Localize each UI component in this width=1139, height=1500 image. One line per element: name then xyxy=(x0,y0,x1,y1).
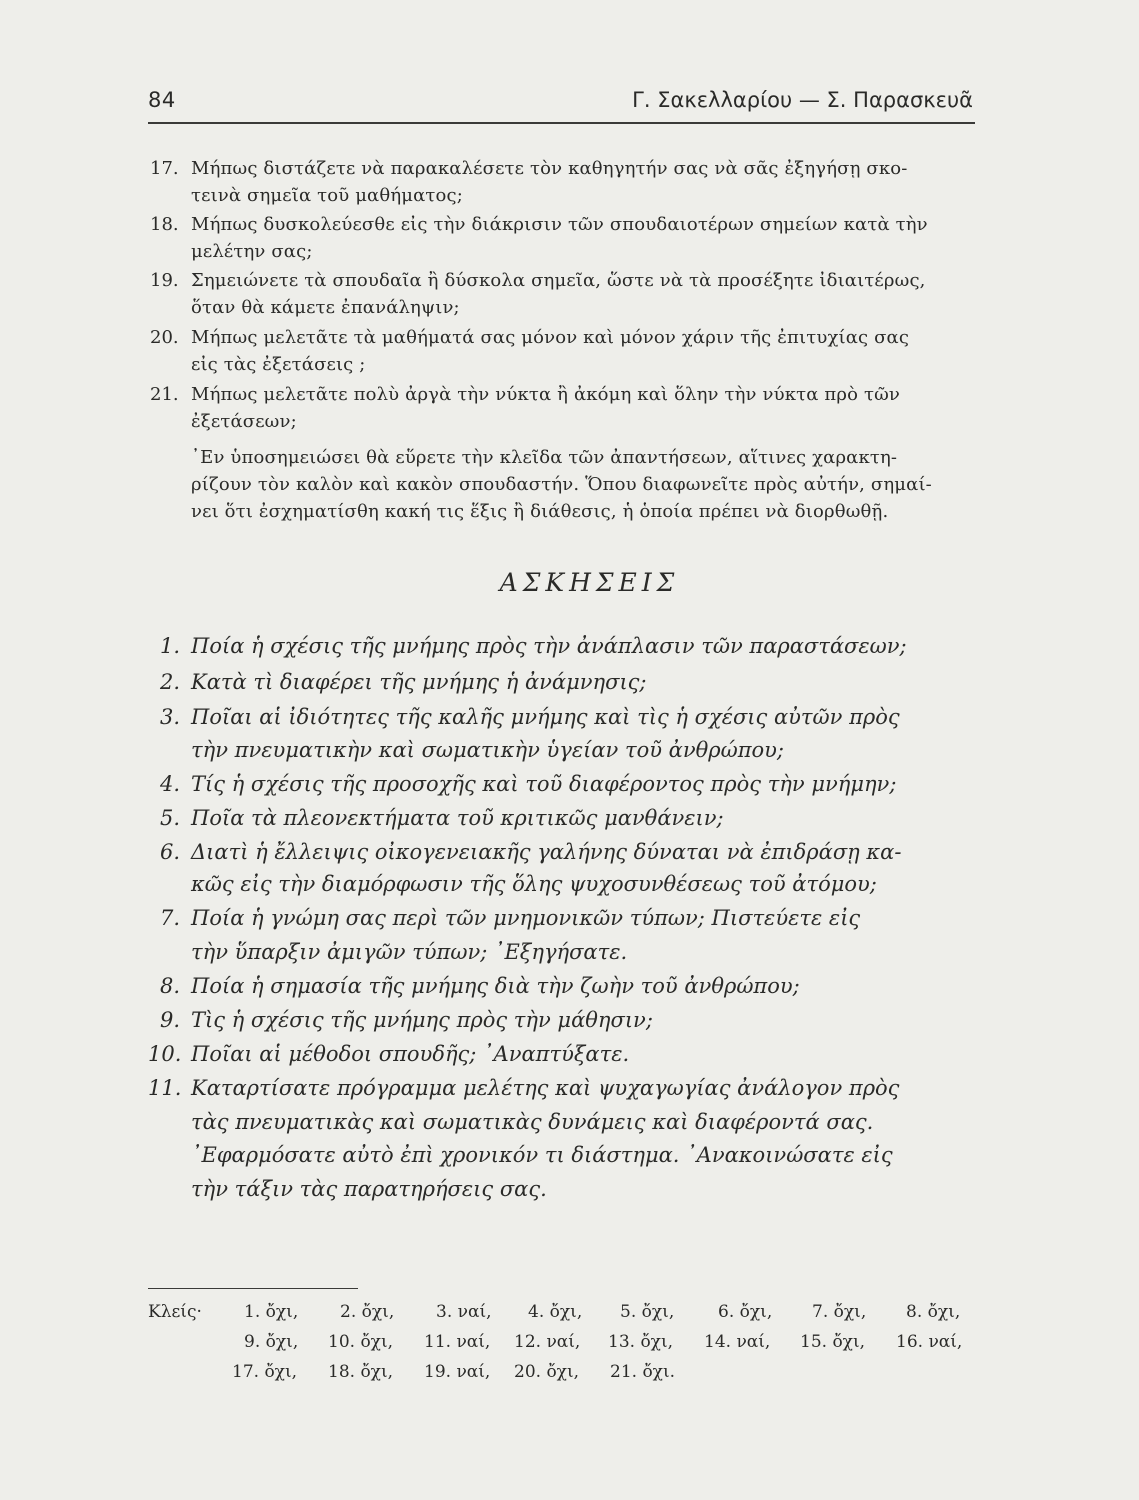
paragraph-line: ᾿Εν ὑποσημειώσει θὰ εὕρετε τὴν κλεῖδα τῶν ἀπαντήσεων, αἵτινες χαρακτη- xyxy=(191,447,898,468)
header-rule xyxy=(148,122,975,124)
question-number: 21. xyxy=(150,384,179,405)
footnote-rule xyxy=(148,1288,358,1289)
exercise-line: ᾿Εφαρμόσατε αὐτὸ ἐπὶ χρονικόν τι διάστημα. ᾿Ανακοινώσατε εἰς xyxy=(191,1143,893,1167)
paragraph-line: νει ὅτι ἐσχηματίσθη κακή τις ἕξις ἢ διάθεσις, ἡ ὁποία πρέπει νὰ διορθωθῇ. xyxy=(191,501,889,522)
answer-key-item: 13. ὄχι, xyxy=(608,1332,674,1352)
answer-key-label: Κλείς· xyxy=(148,1302,202,1322)
question-line: Σημειώνετε τὰ σπουδαῖα ἢ δύσκολα σημεῖα, ὥστε νὰ τὰ προσέξητε ἰδιαιτέρως, xyxy=(191,270,926,291)
answer-key-item: 1. ὄχι, xyxy=(244,1302,299,1322)
question-line: Μήπως μελετᾶτε πολὺ ἀργὰ τὴν νύκτα ἢ ἀκόμη καὶ ὅλην τὴν νύκτα πρὸ τῶν xyxy=(191,384,900,405)
exercise-number: 8. xyxy=(160,974,181,998)
answer-key-item: 11. ναί, xyxy=(424,1332,491,1352)
question-line: μελέτην σας; xyxy=(191,241,313,262)
answer-key-item: 14. ναί, xyxy=(704,1332,771,1352)
exercises-heading: ΑΣΚΗΣΕΙΣ xyxy=(499,568,680,597)
exercise-number: 7. xyxy=(160,906,181,930)
exercise-line: τὴν ὕπαρξιν ἀμιγῶν τύπων; ᾿Εξηγήσατε. xyxy=(191,940,628,964)
exercise-line: Ποία ἡ σημασία τῆς μνήμης διὰ τὴν ζωὴν τοῦ ἀνθρώπου; xyxy=(191,974,800,998)
exercise-line: Ποία ἡ γνώμη σας περὶ τῶν μνημονικῶν τύπων; Πιστεύετε εἰς xyxy=(191,906,861,930)
question-line: ὅταν θὰ κάμετε ἐπανάληψιν; xyxy=(191,297,460,318)
question-number: 18. xyxy=(150,214,179,235)
running-title: Γ. Σακελλαρίου — Σ. Παρασκευᾶ xyxy=(632,88,973,112)
answer-key-item: 10. ὄχι, xyxy=(328,1332,394,1352)
exercise-line: Ποία ἡ σχέσις τῆς μνήμης πρὸς τὴν ἀνάπλασιν τῶν παραστάσεων; xyxy=(191,634,907,658)
question-line: Μήπως διστάζετε νὰ παρακαλέσετε τὸν καθηγητήν σας νὰ σᾶς ἐξηγήσῃ σκο- xyxy=(191,158,908,179)
exercise-number: 11. xyxy=(148,1076,182,1100)
question-line: τεινὰ σημεῖα τοῦ μαθήματος; xyxy=(191,185,463,206)
exercise-line: Κατὰ τὶ διαφέρει τῆς μνήμης ἡ ἀνάμνησις; xyxy=(191,670,647,694)
answer-key-item: 8. ὄχι, xyxy=(906,1302,961,1322)
exercise-line: Ποῖαι αἱ μέθοδοι σπουδῆς; ᾿Αναπτύξατε. xyxy=(191,1042,630,1066)
question-number: 17. xyxy=(150,158,179,179)
answer-key-item: 7. ὄχι, xyxy=(812,1302,867,1322)
question-number: 20. xyxy=(150,327,179,348)
answer-key-item: 6. ὄχι, xyxy=(718,1302,773,1322)
exercise-number: 1. xyxy=(160,634,181,658)
exercise-line: τὴν πνευματικὴν καὶ σωματικὴν ὑγείαν τοῦ ἀνθρώπου; xyxy=(191,738,785,762)
exercise-number: 9. xyxy=(160,1008,181,1032)
answer-key-item: 5. ὄχι, xyxy=(620,1302,675,1322)
exercise-line: Ποῖα τὰ πλεονεκτήματα τοῦ κριτικῶς μανθάνειν; xyxy=(191,806,724,830)
exercise-number: 6. xyxy=(160,840,181,864)
paragraph-line: ρίζουν τὸν καλὸν καὶ κακὸν σπουδαστήν. Ὅπου διαφωνεῖτε πρὸς αὐτήν, σημαί- xyxy=(191,474,932,495)
answer-key-item: 12. ναί, xyxy=(514,1332,581,1352)
exercise-line: κῶς εἰς τὴν διαμόρφωσιν τῆς ὅλης ψυχοσυνθέσεως τοῦ ἀτόμου; xyxy=(191,872,877,896)
exercise-number: 4. xyxy=(160,772,181,796)
answer-key-item: 15. ὄχι, xyxy=(800,1332,866,1352)
exercise-line: Τὶς ἡ σχέσις τῆς μνήμης πρὸς τὴν μάθησιν; xyxy=(191,1008,653,1032)
exercise-number: 2. xyxy=(160,670,181,694)
exercise-line: Τίς ἡ σχέσις τῆς προσοχῆς καὶ τοῦ διαφέροντος πρὸς τὴν μνήμην; xyxy=(191,772,897,796)
exercise-line: Ποῖαι αἱ ἰδιότητες τῆς καλῆς μνήμης καὶ τὶς ἡ σχέσις αὐτῶν πρὸς xyxy=(191,705,900,729)
answer-key-item: 2. ὄχι, xyxy=(340,1302,395,1322)
page-number: 84 xyxy=(148,88,176,112)
answer-key-item: 16. ναί, xyxy=(896,1332,963,1352)
answer-key-item: 21. ὄχι. xyxy=(610,1362,676,1382)
exercise-line: Καταρτίσατε πρόγραμμα μελέτης καὶ ψυχαγωγίας ἀνάλογον πρὸς xyxy=(191,1076,900,1100)
answer-key-item: 3. ναί, xyxy=(436,1302,492,1322)
answer-key-item: 20. ὄχι, xyxy=(514,1362,580,1382)
question-number: 19. xyxy=(150,270,179,291)
exercise-number: 3. xyxy=(160,705,181,729)
exercise-line: τὴν τάξιν τὰς παρατηρήσεις σας. xyxy=(191,1177,547,1201)
exercise-number: 10. xyxy=(148,1042,182,1066)
question-line: εἰς τὰς ἐξετάσεις ; xyxy=(191,354,366,375)
answer-key-item: 17. ὄχι, xyxy=(232,1362,298,1382)
answer-key-item: 19. ναί, xyxy=(424,1362,491,1382)
answer-key-item: 9. ὄχι, xyxy=(244,1332,299,1352)
exercise-number: 5. xyxy=(160,806,181,830)
question-line: Μήπως δυσκολεύεσθε εἰς τὴν διάκρισιν τῶν σπουδαιοτέρων σημείων κατὰ τὴν xyxy=(191,214,928,235)
question-line: Μήπως μελετᾶτε τὰ μαθήματά σας μόνον καὶ μόνον χάριν τῆς ἐπιτυχίας σας xyxy=(191,327,910,348)
exercise-line: τὰς πνευματικὰς καὶ σωματικὰς δυνάμεις καὶ διαφέροντά σας. xyxy=(191,1110,874,1134)
exercise-line: Διατὶ ἡ ἔλλειψις οἰκογενειακῆς γαλήνης δύναται νὰ ἐπιδράσῃ κα- xyxy=(191,840,902,864)
question-line: ἐξετάσεων; xyxy=(191,411,297,432)
answer-key-item: 4. ὄχι, xyxy=(528,1302,583,1322)
answer-key-item: 18. ὄχι, xyxy=(328,1362,394,1382)
